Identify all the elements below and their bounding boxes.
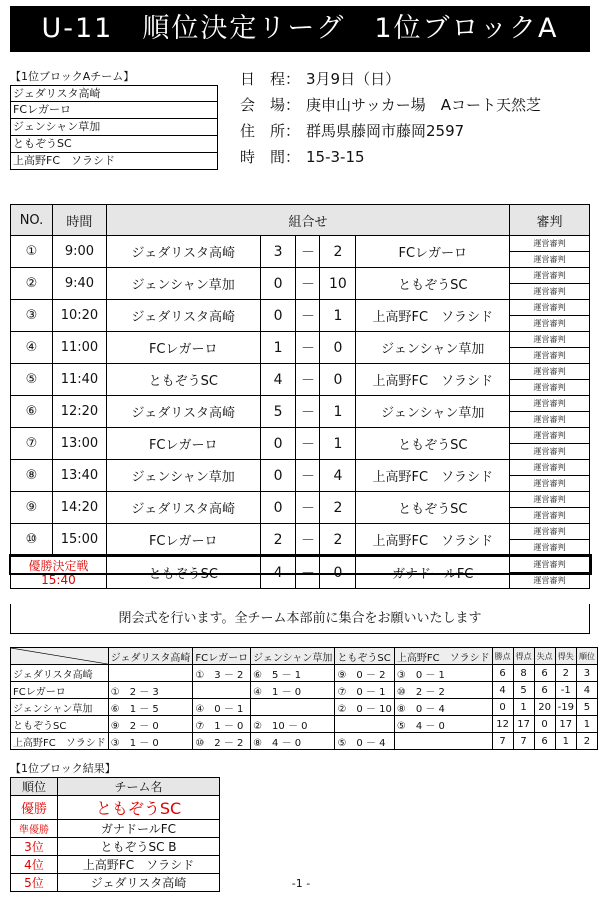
match-time: 13:40 (52, 460, 106, 492)
score-dash: － (296, 396, 320, 428)
info-label: 時 間： (240, 148, 301, 166)
away-score: 1 (320, 396, 356, 428)
results-cell: ⑥ 5 － 1 (251, 665, 335, 682)
away-team: ともぞうSC (356, 492, 510, 524)
home-team: ともぞうSC (106, 364, 260, 396)
referee-slot: 運営審判 (510, 540, 590, 557)
results-cell: ⑤ 4 － 0 (394, 716, 492, 733)
col-ref-header: 審判 (510, 205, 590, 236)
score-dash: － (296, 300, 320, 332)
match-time: 11:40 (52, 364, 106, 396)
rank-team: ジェダリスタ高崎 (58, 874, 220, 892)
away-score: 2 (320, 236, 356, 268)
away-team: ともぞうSC (356, 428, 510, 460)
results-row (11, 682, 598, 699)
home-team: ジェダリスタ高崎 (106, 396, 260, 428)
referee-slot: 運営審判 (510, 476, 590, 492)
page-number: -1 - (291, 877, 311, 890)
results-row (11, 733, 598, 750)
score-dash: － (296, 556, 320, 589)
score-dash: － (296, 236, 320, 268)
match-no: ① (11, 236, 53, 268)
results-cell (193, 682, 251, 699)
home-score: 4 (260, 556, 296, 589)
results-stat: 6 (492, 665, 513, 682)
info-venue (240, 92, 541, 118)
rank-team: ともぞうSC B (58, 838, 220, 856)
final-match-row (11, 556, 590, 573)
referee-slot: 運営審判 (510, 252, 590, 268)
away-team: ともぞうSC (356, 268, 510, 300)
results-cell: ⑨ 0 － 2 (335, 665, 394, 682)
away-score: 2 (320, 524, 356, 557)
away-score: 0 (320, 556, 356, 589)
results-row (11, 699, 598, 716)
results-cell (335, 716, 394, 733)
final-time: 15:40 (41, 572, 76, 587)
info-label: 日 程： (240, 70, 301, 88)
final-label-text: 優勝決定戦 (28, 558, 89, 573)
results-stat: 4 (492, 682, 513, 699)
referee-slot: 運営審判 (510, 236, 590, 252)
info-value: 15-3-15 (306, 148, 365, 166)
match-no: ③ (11, 300, 53, 332)
match-row (11, 236, 590, 252)
results-stat: -19 (555, 699, 576, 716)
match-no: ⑥ (11, 396, 53, 428)
results-cell: ③ 1 － 0 (108, 733, 193, 750)
results-cell: ⑨ 2 － 0 (108, 716, 193, 733)
results-col-header: ジェダリスタ高崎 (108, 648, 193, 665)
match-time: 12:20 (52, 396, 106, 428)
results-team: ともぞうSC (11, 716, 109, 733)
match-row (11, 332, 590, 348)
away-team: ガナドールFC (356, 556, 510, 589)
referee-slot: 運営審判 (510, 573, 590, 589)
schedule-table (10, 204, 590, 589)
results-team: ジェダリスタ高崎 (11, 665, 109, 682)
home-team: ジェンシャン草加 (106, 268, 260, 300)
score-dash: － (296, 428, 320, 460)
results-stat: 6 (534, 682, 555, 699)
referee-slot: 運営審判 (510, 492, 590, 508)
home-team: FCレガーロ (106, 524, 260, 557)
results-cell: ① 2 － 3 (108, 682, 193, 699)
score-dash: － (296, 460, 320, 492)
results-cell (108, 665, 193, 682)
info-address (240, 118, 541, 144)
results-team: 上高野FC ソラシド (11, 733, 109, 750)
results-header-row (11, 648, 598, 665)
info-date (240, 66, 541, 92)
home-score: 0 (260, 428, 296, 460)
results-stat: 20 (534, 699, 555, 716)
results-stat: 6 (534, 665, 555, 682)
results-cell: ⑦ 0 － 1 (335, 682, 394, 699)
diagonal-line (11, 648, 108, 664)
away-score: 0 (320, 364, 356, 396)
ranking-box (10, 761, 220, 892)
final-label (11, 556, 107, 589)
home-team: ジェダリスタ高崎 (106, 236, 260, 268)
rank-team: 上高野FC ソラシド (58, 856, 220, 874)
team-list-item: FCレガーロ (10, 102, 218, 119)
match-time: 13:00 (52, 428, 106, 460)
results-stat: 6 (534, 733, 555, 750)
referee-slot: 運営審判 (510, 524, 590, 540)
away-score: 1 (320, 428, 356, 460)
referee-slot: 運営審判 (510, 412, 590, 428)
results-cell: ② 10 － 0 (251, 716, 335, 733)
rank-team: ともぞうSC (58, 796, 220, 820)
rank-label: 4位 (11, 856, 58, 874)
referee-slot: 運営審判 (510, 428, 590, 444)
home-team: FCレガーロ (106, 332, 260, 364)
away-team: 上高野FC ソラシド (356, 364, 510, 396)
rank-team: ガナドールFC (58, 820, 220, 838)
ranking-row (11, 796, 220, 820)
results-corner-cell (11, 648, 109, 665)
away-team: 上高野FC ソラシド (356, 524, 510, 557)
referee-slot: 運営審判 (510, 508, 590, 524)
match-row (11, 428, 590, 444)
results-cell: ⑤ 0 － 4 (335, 733, 394, 750)
page-title: U-11 順位決定リーグ 1位ブロックA (10, 6, 590, 52)
results-stat: 1 (576, 716, 597, 733)
rank-label: 3位 (11, 838, 58, 856)
ranking-row (11, 838, 220, 856)
results-team: ジェンシャン草加 (11, 699, 109, 716)
results-col-header: ジェンシャン草加 (251, 648, 335, 665)
results-stat: 7 (492, 733, 513, 750)
results-cell: ⑥ 1 － 5 (108, 699, 193, 716)
results-row (11, 665, 598, 682)
team-list-item: ジェンシャン草加 (10, 119, 218, 136)
rank-label: 準優勝 (11, 820, 58, 838)
away-team: 上高野FC ソラシド (356, 460, 510, 492)
results-stat: 7 (513, 733, 534, 750)
away-team: ジェンシャン草加 (356, 332, 510, 364)
stat-col-header: 得点 (513, 648, 534, 665)
match-no: ② (11, 268, 53, 300)
score-dash: － (296, 268, 320, 300)
event-info (240, 66, 541, 170)
away-score: 10 (320, 268, 356, 300)
results-stat: 3 (576, 665, 597, 682)
team-list-header: 【1位ブロックAチーム】 (10, 70, 135, 83)
match-no: ⑤ (11, 364, 53, 396)
info-time (240, 144, 541, 170)
match-time: 11:00 (52, 332, 106, 364)
home-score: 0 (260, 492, 296, 524)
results-stat: 0 (492, 699, 513, 716)
results-cell: ③ 0 － 1 (394, 665, 492, 682)
referee-slot: 運営審判 (510, 316, 590, 332)
match-row (11, 524, 590, 540)
score-dash: － (296, 332, 320, 364)
results-cell: ⑧ 4 － 0 (251, 733, 335, 750)
home-score: 0 (260, 300, 296, 332)
closing-note: 閉会式を行います。全チーム本部前に集合をお願いいたします (10, 604, 590, 634)
info-value: 庚申山サッカー場 Aコート天然芝 (306, 96, 541, 114)
results-stat: 2 (576, 733, 597, 750)
match-no: ⑧ (11, 460, 53, 492)
referee-slot: 運営審判 (510, 396, 590, 412)
results-stat: 17 (513, 716, 534, 733)
results-cell: ⑩ 2 － 2 (193, 733, 251, 750)
home-team: ジェダリスタ高崎 (106, 492, 260, 524)
col-no-header: NO. (11, 205, 53, 236)
info-label: 住 所： (240, 122, 301, 140)
col-time-header: 時間 (52, 205, 106, 236)
schedule-header-row (11, 205, 590, 236)
match-row (11, 364, 590, 380)
home-score: 0 (260, 460, 296, 492)
match-time: 9:00 (52, 236, 106, 268)
match-time: 14:20 (52, 492, 106, 524)
match-time: 9:40 (52, 268, 106, 300)
referee-slot: 運営審判 (510, 364, 590, 380)
ranking-row (11, 820, 220, 838)
home-team: FCレガーロ (106, 428, 260, 460)
referee-slot: 運営審判 (510, 348, 590, 364)
team-list-item: 上高野FC ソラシド (10, 153, 218, 170)
info-label: 会 場： (240, 96, 301, 114)
home-score: 3 (260, 236, 296, 268)
results-col-header: ともぞうSC (335, 648, 394, 665)
away-score: 1 (320, 300, 356, 332)
results-cell: ② 0 － 10 (335, 699, 394, 716)
results-matrix (10, 647, 598, 750)
col-match-header: 組合せ (106, 205, 509, 236)
away-score: 0 (320, 332, 356, 364)
stat-col-header: 勝点 (492, 648, 513, 665)
home-score: 1 (260, 332, 296, 364)
home-score: 0 (260, 268, 296, 300)
referee-slot: 運営審判 (510, 444, 590, 460)
score-dash: － (296, 524, 320, 557)
team-col-header: チーム名 (58, 778, 220, 796)
info-value: 3月9日（日） (306, 70, 401, 88)
results-stat: -1 (555, 682, 576, 699)
stat-col-header: 失点 (534, 648, 555, 665)
match-no: ⑦ (11, 428, 53, 460)
match-time: 10:20 (52, 300, 106, 332)
match-no: ⑩ (11, 524, 53, 557)
results-stat: 4 (576, 682, 597, 699)
results-stat: 17 (555, 716, 576, 733)
away-team: FCレガーロ (356, 236, 510, 268)
referee-slot: 運営審判 (510, 300, 590, 316)
ranking-header: 【1位ブロック結果】 (10, 762, 116, 775)
ranking-row (11, 856, 220, 874)
rank-label: 優勝 (11, 796, 58, 820)
match-no: ④ (11, 332, 53, 364)
results-stat: 2 (555, 665, 576, 682)
away-score: 4 (320, 460, 356, 492)
score-dash: － (296, 492, 320, 524)
rank-col-header: 順位 (11, 778, 58, 796)
results-stat: 1 (555, 733, 576, 750)
ranking-header-row (11, 778, 220, 796)
home-score: 4 (260, 364, 296, 396)
home-team: ジェダリスタ高崎 (106, 300, 260, 332)
home-team: ともぞうSC (106, 556, 260, 589)
stat-col-header: 順位 (576, 648, 597, 665)
score-dash: － (296, 364, 320, 396)
match-row (11, 460, 590, 476)
info-value: 群馬県藤岡市藤岡2597 (306, 122, 465, 140)
results-cell (251, 699, 335, 716)
match-no: ⑨ (11, 492, 53, 524)
results-cell: ⑧ 0 － 4 (394, 699, 492, 716)
team-list-item: ともぞうSC (10, 136, 218, 153)
referee-slot: 運営審判 (510, 380, 590, 396)
match-row (11, 268, 590, 284)
referee-slot: 運営審判 (510, 460, 590, 476)
away-score: 2 (320, 492, 356, 524)
results-col-header: 上高野FC ソラシド (394, 648, 492, 665)
results-col-header: FCレガーロ (193, 648, 251, 665)
match-row (11, 300, 590, 316)
ranking-table (10, 777, 220, 892)
results-stat: 1 (513, 699, 534, 716)
rank-label: 5位 (11, 874, 58, 892)
results-stat: 5 (576, 699, 597, 716)
away-team: 上高野FC ソラシド (356, 300, 510, 332)
team-list-item: ジェダリスタ高崎 (10, 85, 218, 102)
match-row (11, 396, 590, 412)
results-team: FCレガーロ (11, 682, 109, 699)
results-cell: ④ 0 － 1 (193, 699, 251, 716)
referee-slot: 運営審判 (510, 556, 590, 573)
home-score: 5 (260, 396, 296, 428)
away-team: ジェンシャン草加 (356, 396, 510, 428)
stat-col-header: 得失 (555, 648, 576, 665)
team-list-box (10, 68, 218, 170)
results-stat: 12 (492, 716, 513, 733)
results-cell: ⑩ 2 － 2 (394, 682, 492, 699)
referee-slot: 運営審判 (510, 284, 590, 300)
results-stat: 5 (513, 682, 534, 699)
results-row (11, 716, 598, 733)
results-cell: ① 3 － 2 (193, 665, 251, 682)
match-row (11, 492, 590, 508)
home-score: 2 (260, 524, 296, 557)
results-stat: 0 (534, 716, 555, 733)
results-cell (394, 733, 492, 750)
results-cell: ⑦ 1 － 0 (193, 716, 251, 733)
referee-slot: 運営審判 (510, 268, 590, 284)
results-cell: ④ 1 － 0 (251, 682, 335, 699)
results-stat: 8 (513, 665, 534, 682)
referee-slot: 運営審判 (510, 332, 590, 348)
home-team: ジェンシャン草加 (106, 460, 260, 492)
match-time: 15:00 (52, 524, 106, 557)
